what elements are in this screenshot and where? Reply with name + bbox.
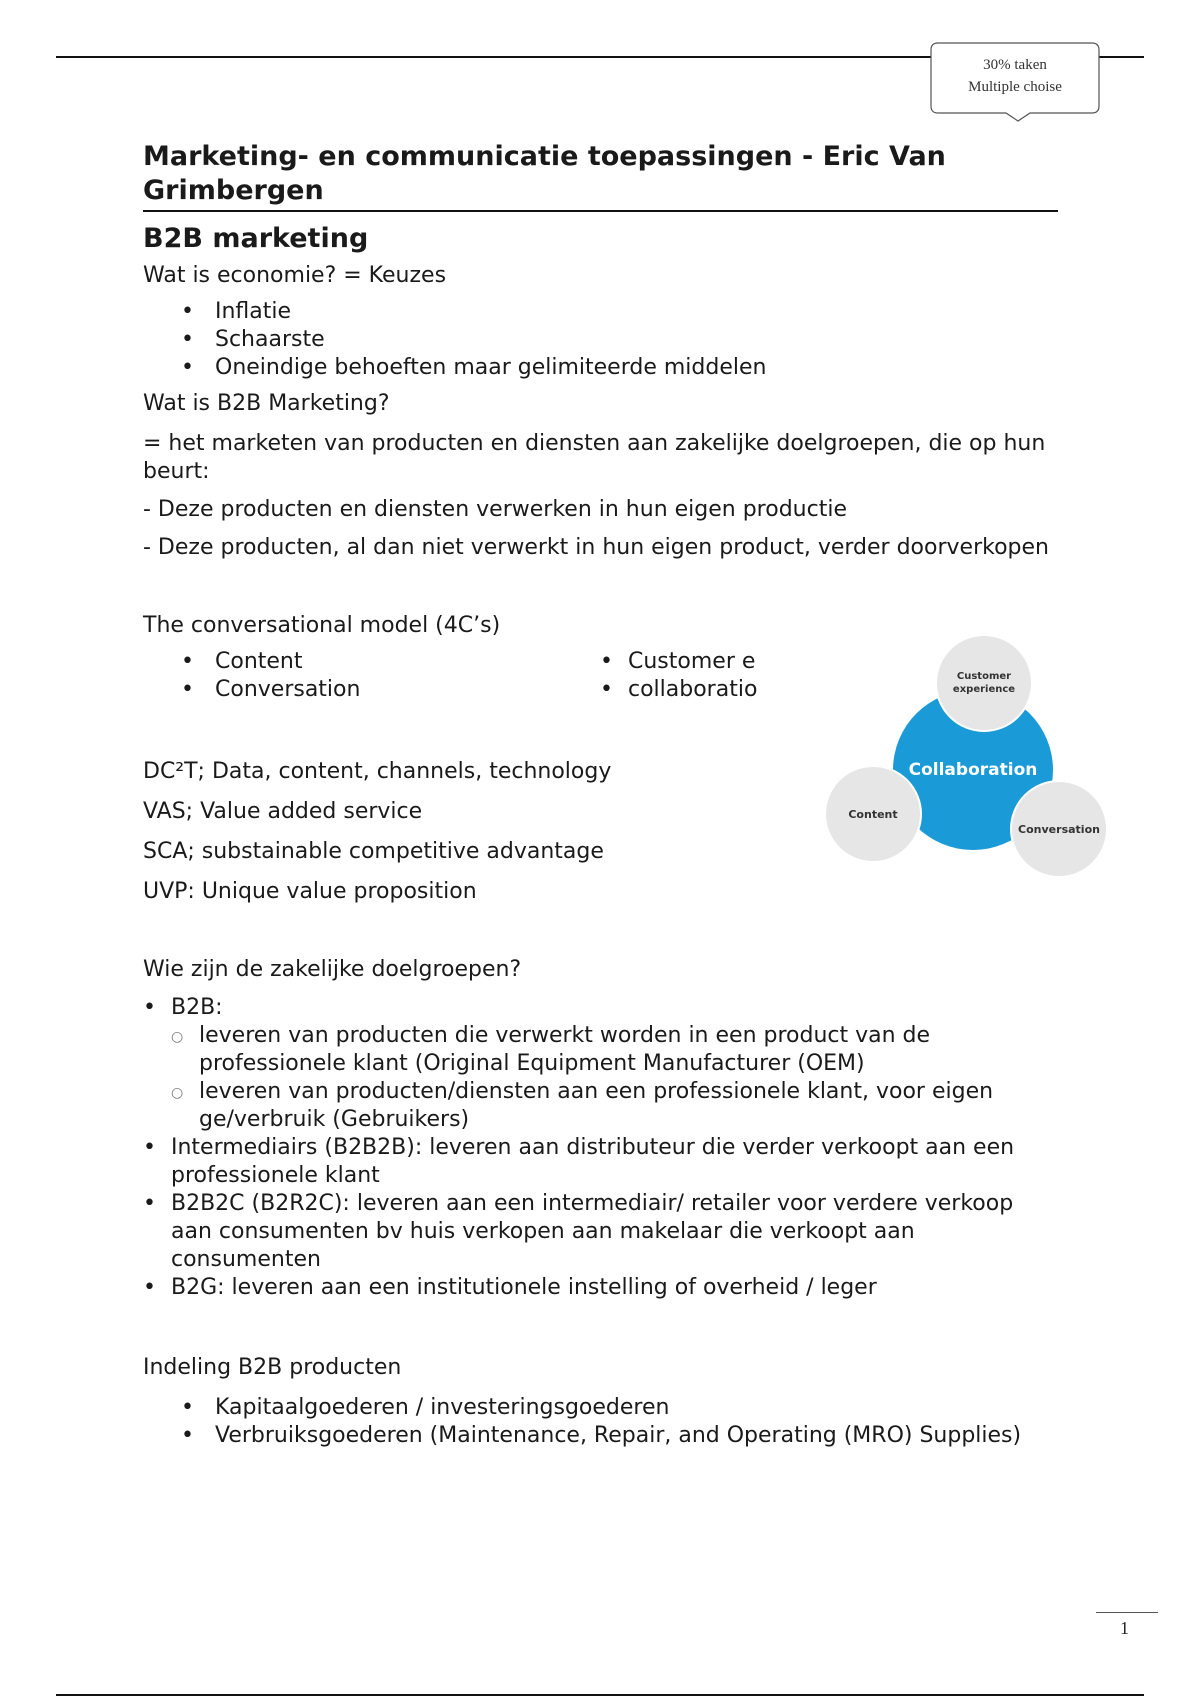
list-item: • Inflatie — [143, 298, 1058, 326]
economie-list — [143, 298, 1058, 382]
collaboration-diagram — [810, 630, 1110, 885]
list-item: ○ leveren van producten/diensten aan een professionele klant, voor eigen ge/verbruik (Gebruikers) — [171, 1078, 1058, 1134]
list-item: • Content — [143, 648, 583, 676]
list-item — [143, 994, 1058, 1134]
list-item: • B2B2C (B2R2C): leveren aan een intermediair/ retailer voor verdere verkoop aan consumenten bv huis verkopen aan makelaar die verkoopt aan consumenten — [143, 1190, 1058, 1274]
doelgroepen-question: Wie zijn de zakelijke doelgroepen? — [143, 957, 522, 982]
callout-line-2: Multiple choise — [968, 79, 1062, 95]
b2b-label: B2B: — [171, 995, 223, 1020]
list-item: • Oneindige behoeften maar gelimiteerde middelen — [143, 354, 1058, 382]
callout-line-1: 30% taken — [983, 57, 1047, 73]
model-list-b — [600, 648, 800, 704]
list-item: • Verbruiksgoederen (Maintenance, Repair, and Operating (MRO) Supplies) — [143, 1422, 1058, 1450]
list-item: • Schaarste — [143, 326, 1058, 354]
b2b-point-2: - Deze producten, al dan niet verwerkt in hun eigen product, verder doorverkopen — [143, 535, 1049, 560]
b2b-sublist — [171, 1022, 1058, 1134]
model-list-a — [143, 648, 583, 704]
b2b-question: Wat is B2B Marketing? — [143, 391, 390, 416]
footer-rule — [1096, 1612, 1158, 1613]
economie-question: Wat is economie? = Keuzes — [143, 263, 447, 288]
indeling-list — [143, 1394, 1058, 1450]
diagram-right-circle: Conversation — [1010, 780, 1108, 878]
acronym-sca: SCA; substainable competitive advantage — [143, 839, 604, 864]
diagram-center-circle: Collaboration — [893, 690, 1053, 850]
list-item: • Intermediairs (B2B2B): leveren aan distributeur die verder verkoopt aan een professionele klant — [143, 1134, 1058, 1190]
list-item: • Kapitaalgoederen / investeringsgoederen — [143, 1394, 1058, 1422]
indeling-heading: Indeling B2B producten — [143, 1355, 402, 1380]
doelgroepen-list — [143, 994, 1058, 1302]
diagram-left-circle: Content — [824, 765, 922, 863]
model-heading: The conversational model (4C’s) — [143, 613, 501, 638]
list-item: ○ leveren van producten die verwerkt worden in een product van de professionele klant (Original Equipment Manufacturer (OEM) — [171, 1022, 1058, 1078]
acronym-uvp: UVP: Unique value proposition — [143, 879, 477, 904]
page-number: 1 — [1120, 1618, 1129, 1638]
list-item: • Customer e — [600, 648, 800, 676]
b2b-point-1: - Deze producten en diensten verwerken in hun eigen productie — [143, 497, 847, 522]
section-heading: B2B marketing — [143, 223, 369, 254]
diagram-top-circle: Customer experience — [935, 634, 1033, 732]
list-item: • Conversation — [143, 676, 583, 704]
b2b-definition: = het marketen van producten en diensten aan zakelijke doelgroepen, die op hun beurt: — [143, 431, 1046, 484]
list-item: • collaboratio — [600, 676, 800, 704]
comment-callout — [930, 42, 1100, 116]
acronym-dc2t: DC²T; Data, content, channels, technology — [143, 759, 612, 784]
footer-bottom-rule — [56, 1694, 1144, 1696]
acronym-vas: VAS; Value added service — [143, 799, 423, 824]
list-item: • B2G: leveren aan een institutionele instelling of overheid / leger — [143, 1274, 1058, 1302]
page-title: Marketing- en communicatie toepassingen - Eric Van Grimbergen — [143, 140, 1058, 212]
